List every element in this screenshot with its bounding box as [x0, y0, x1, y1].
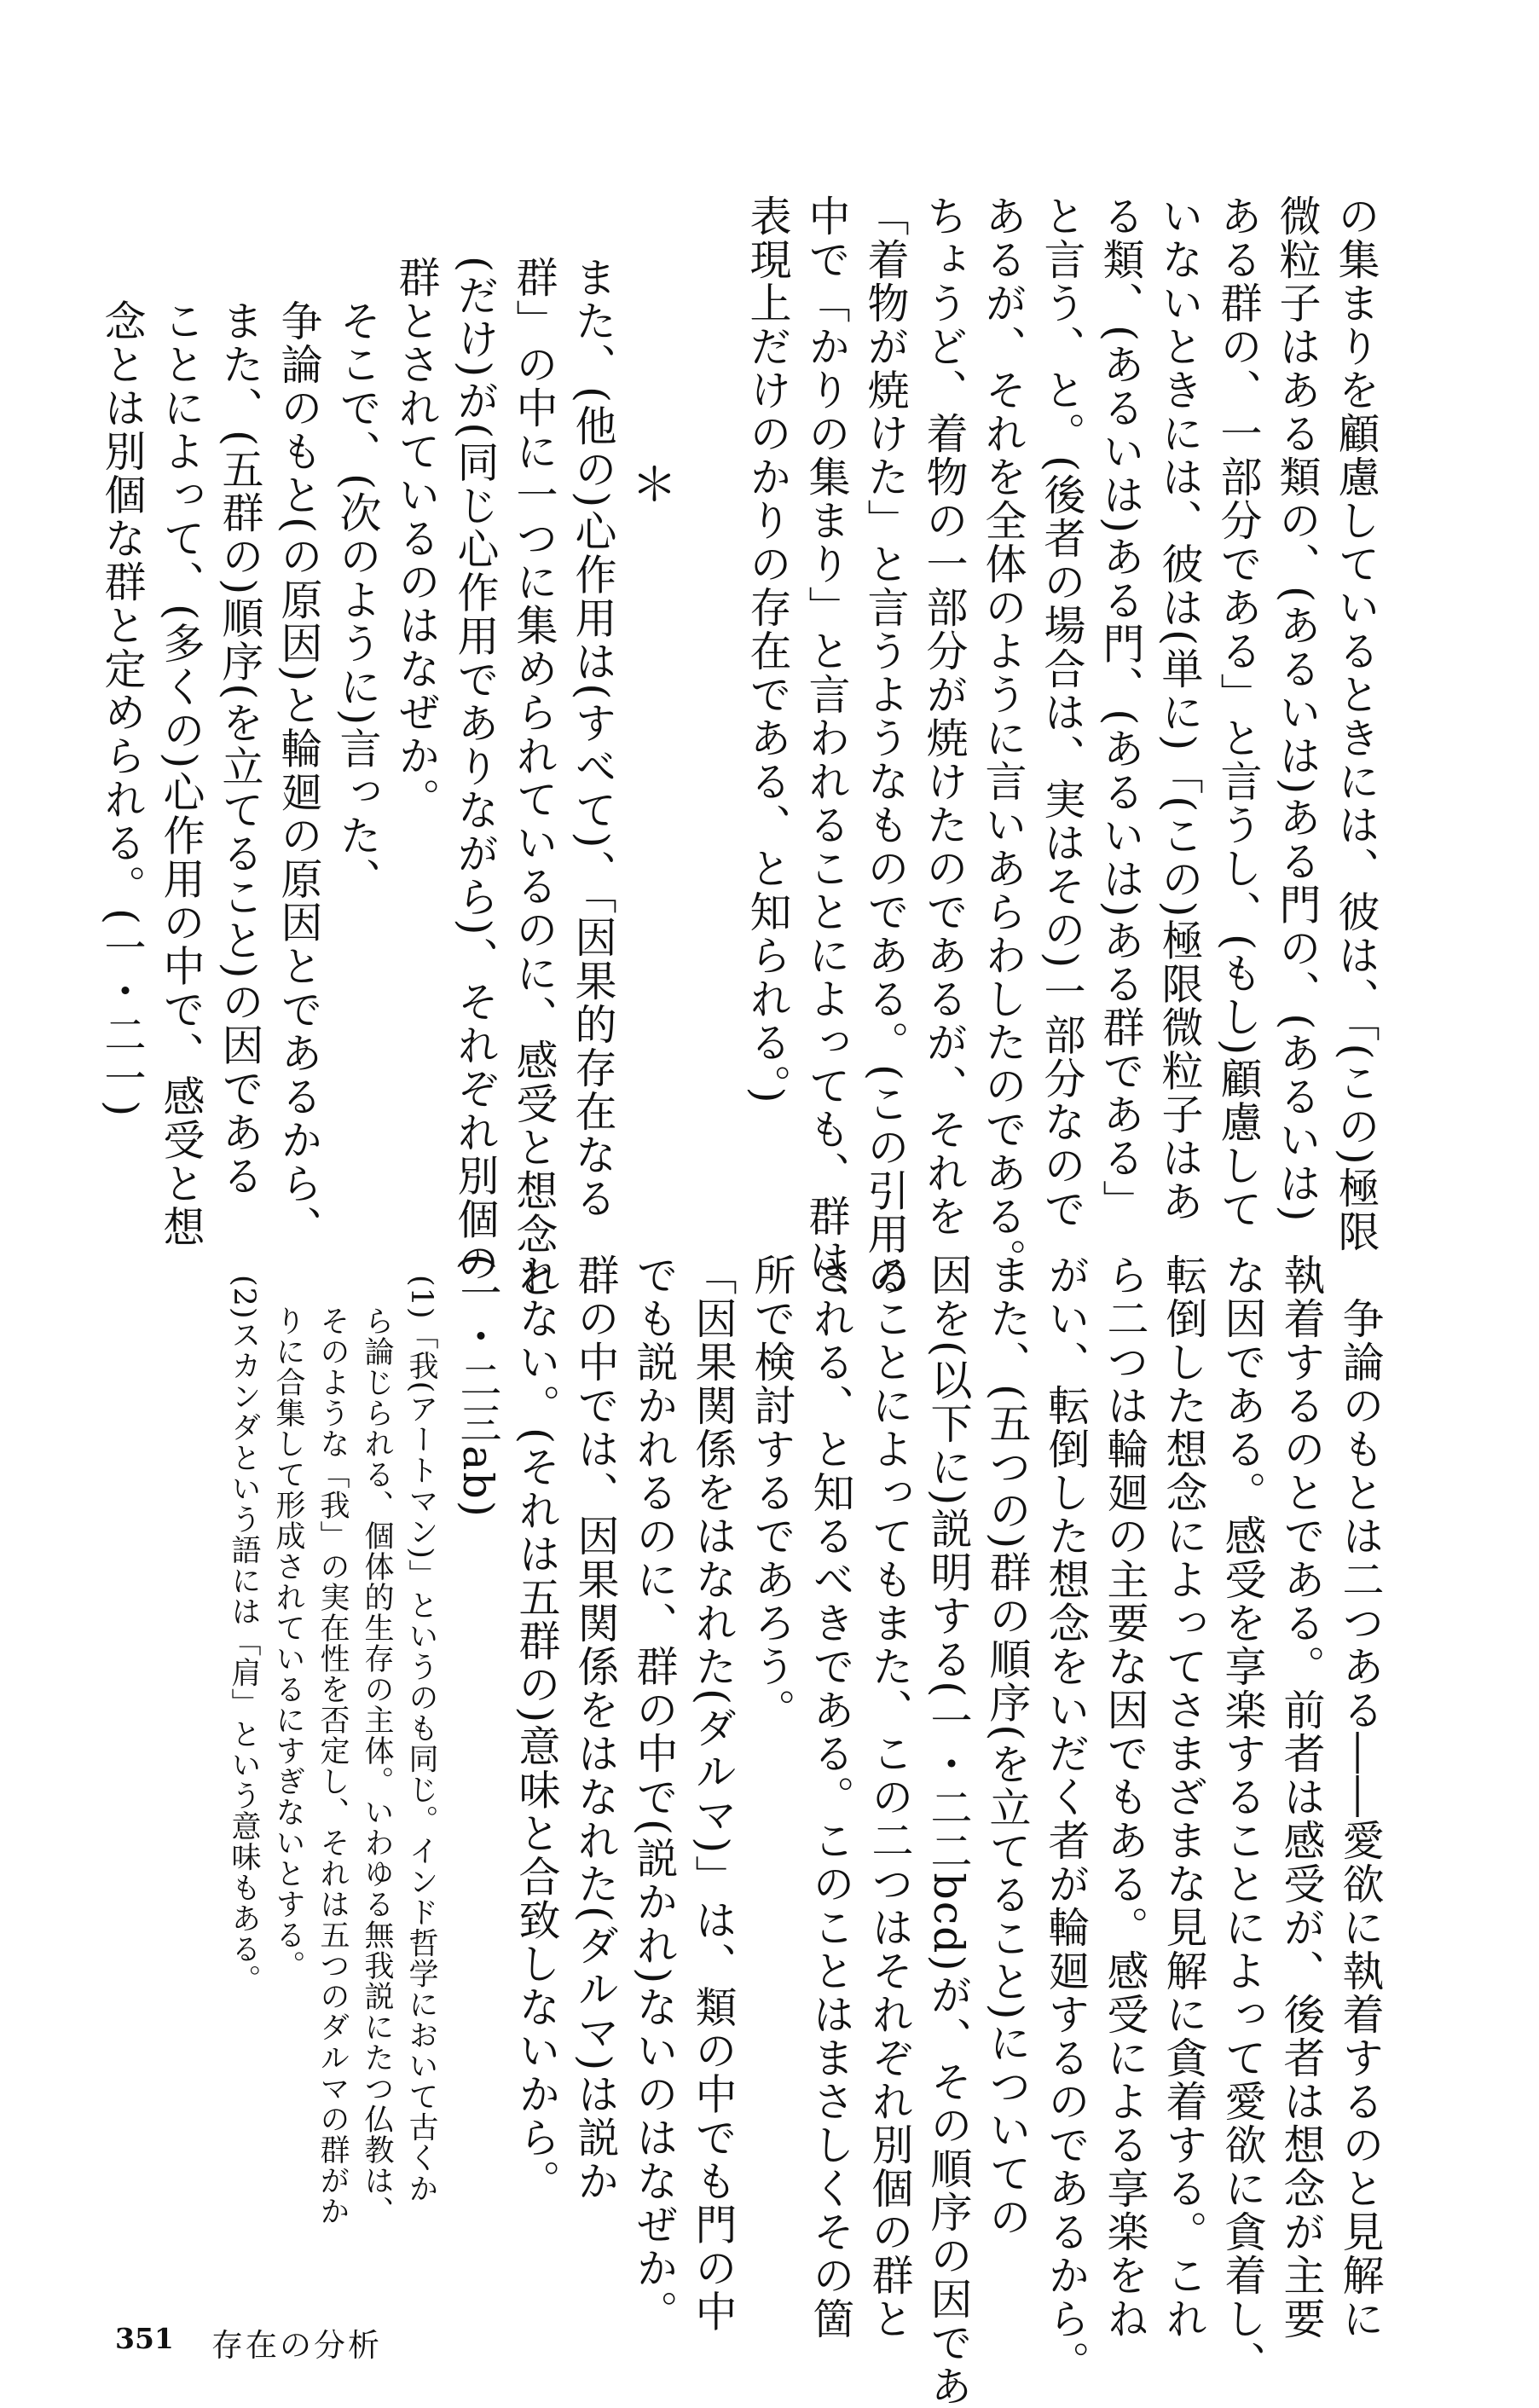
lower-passage: 争論のもとは二つある――愛欲に執着するのと見解に 執着するのとである。前者は感受が、後者は想念が主要 な因である。感受を享楽することによって愛欲に貪着し、 転倒した想念によってさまざまな見解に貪着する。これ ら二つは輪廻の主要な因でもある。感受による享楽をね がい、転倒した想念をいだく者が輪廻するのであるから。 また、(五つの)群の順序(を立てること)についての 因を(以下に)説明する(一・二二bcd)が、その順序の因であ ることによってもまた、この二つはそれぞれ別個の群と される、と知るべきである。このことはまさしくその箇 所で検討するであろう。 「因果関係をはなれた(ダルマ)」は、類の中でも門の中 でも説かれるのに、群の中で(説かれ)ないのはなぜか。 群の中では、因果関係をはなれた(ダルマ)は説か れない。(それは五群の)意味と合致しないから。 (一・二三ab) [454, 1253, 1385, 2408]
footnotes: (1)「我(アートマン)」というのも同じ。インド哲学において古くか ら論じられる、個体的生存の主体。いわゆる無我説にたつ仏教は、 そのような「我」の実在性を否定し、それは五つのダルマの群がか りに合集して形成されているにすぎないとする。 (2)スカンダという語には「肩」という意味もある。 [227, 1275, 438, 2226]
page-number: 351 [115, 2322, 174, 2355]
section-passage: また、(他の)心作用は(すべて)、「因果的存在なる 群」の中に一つに集められているのに、感受と想念と (だけ)が(同じ心作用でありながら)、それぞれ別個の 群とされているのはなぜか。 そこで、(次のように)言った、 争論のもと(の原因)と輪廻の原因とであるから、 また、(五群の)順序(を立てること)の因である ことによって、(多くの)心作用の中で、感受と想 念とは別個な群と定められる。(一・二一) [98, 256, 617, 1300]
running-title: 存在の分析 [211, 2327, 382, 2364]
main-passage: の集まりを顧慮しているときには、彼は、「(この)極限 微粒子はある類の、(あるいは)ある門の、(あるいは) ある群の、一部分である」と言うし、(もし)顧慮して いないときには、彼は(単に)「(この)極限微粒子はあ る類、(あるいは)ある門、(あるいは)ある群である」 と言う、と。(後者の場合は、実はその)一部分なので あるが、それを全体のように言いあらわしたのである。 ちょうど、着物の一部分が焼けたのであるが、それを 「着物が焼けた」と言うようなものである。(この引用の 中で「かりの集まり」と言われることによっても、群は、 表現上だけのかりの存在である、と知られる。) [743, 194, 1380, 1325]
section-separator: ＊ [624, 460, 678, 506]
